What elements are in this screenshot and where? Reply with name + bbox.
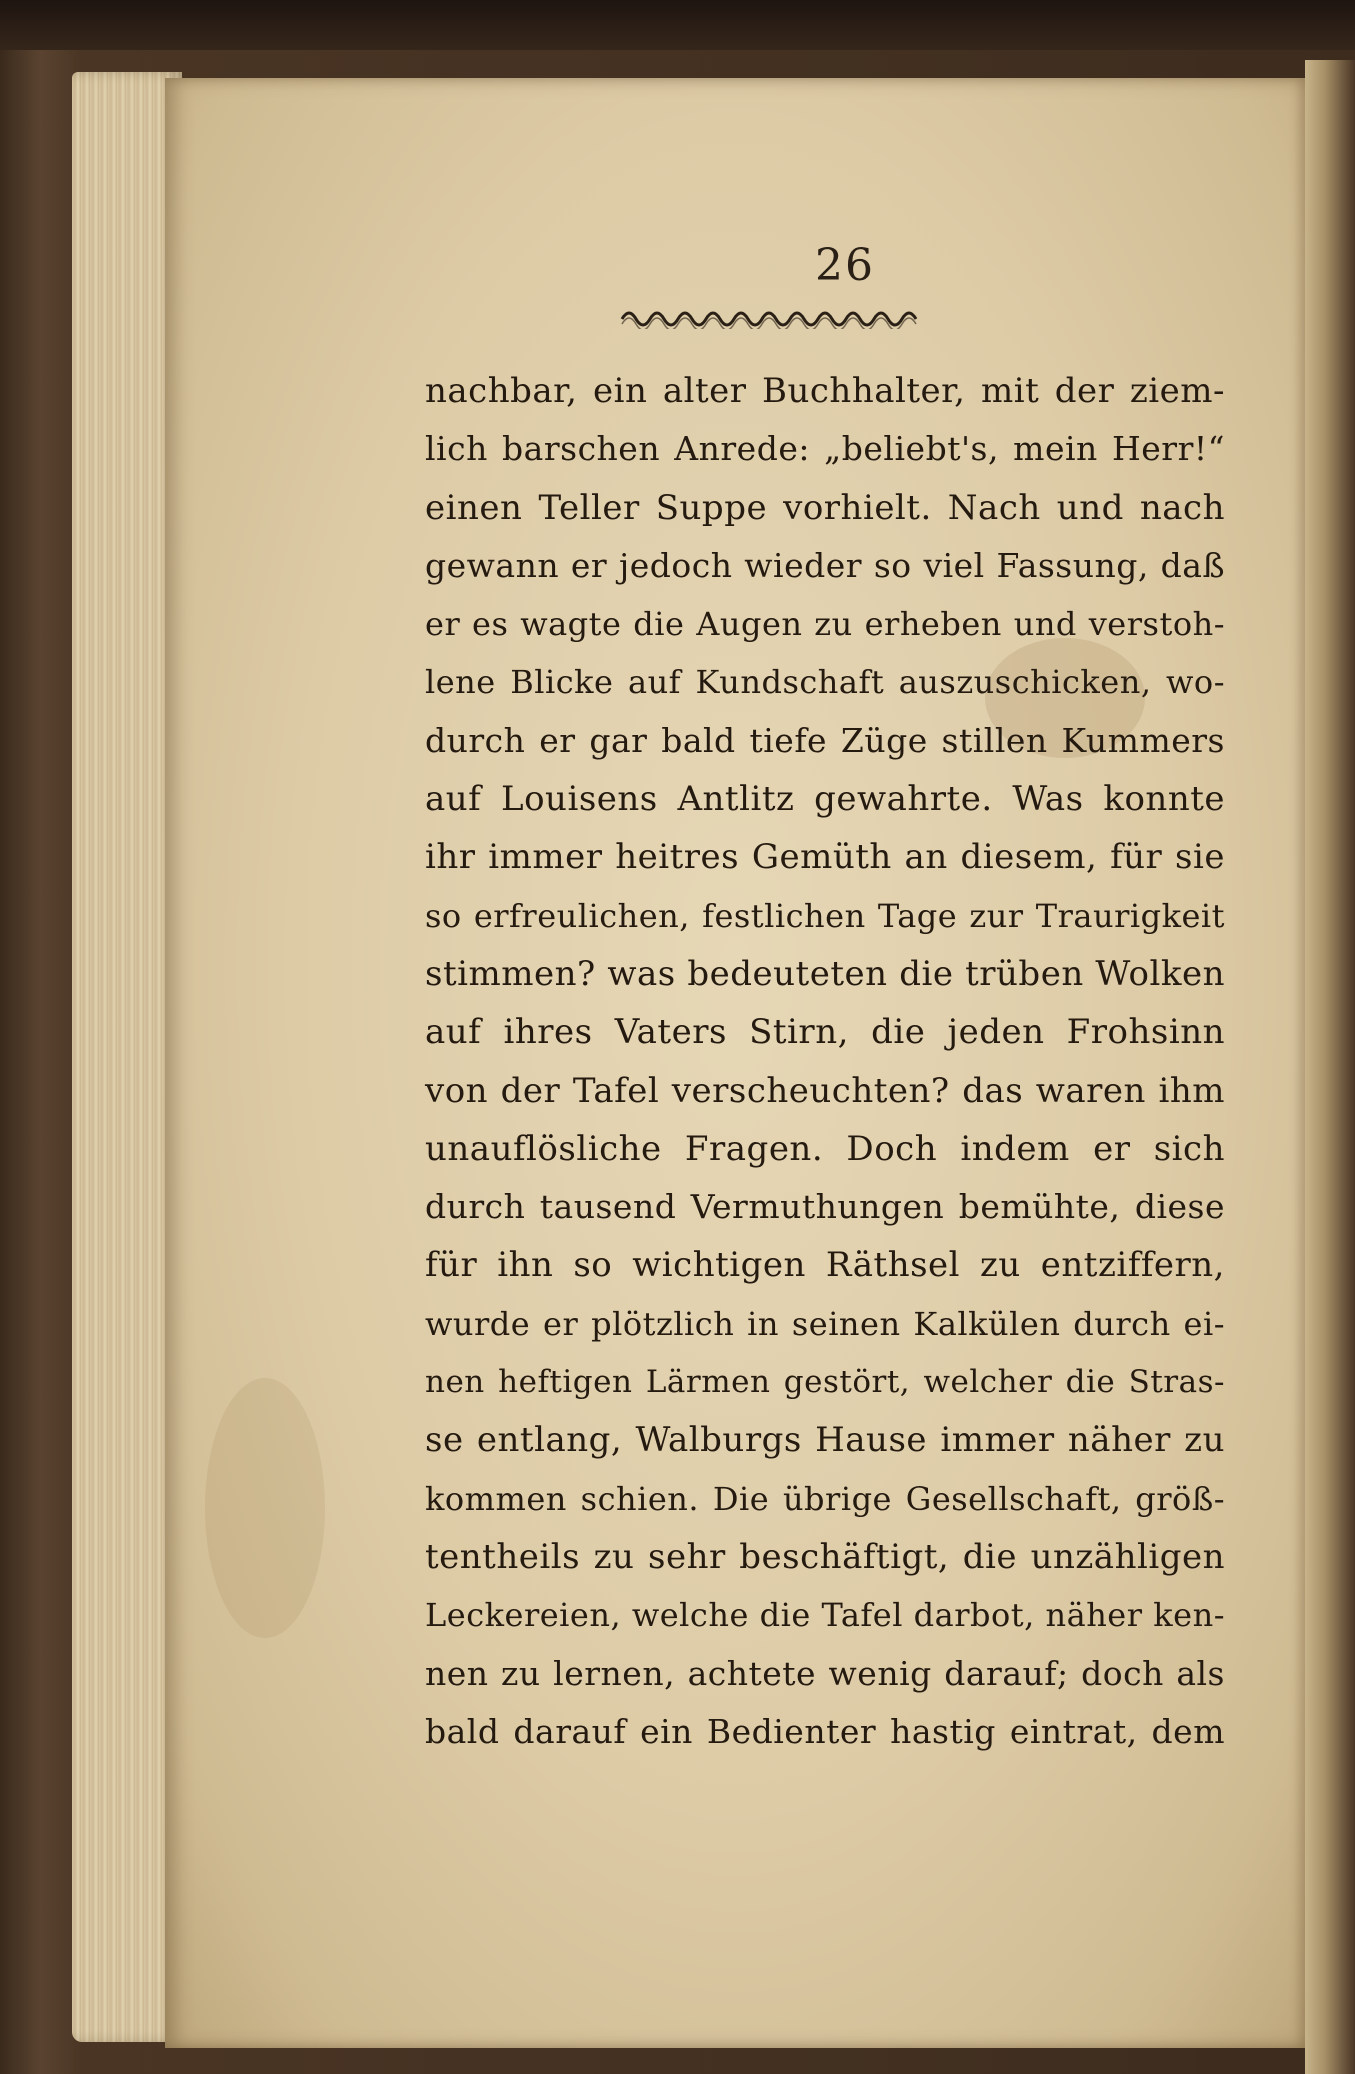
book-right-edge xyxy=(1305,60,1355,2074)
text-line: bald darauf ein Bedienter hastig eintrat, dem xyxy=(425,1711,1225,1751)
text-line: durch er gar bald tiefe Züge stillen Kummers xyxy=(425,720,1225,760)
text-line: unauflösliche Fragen. Doch indem er sich xyxy=(425,1128,1225,1169)
text-line: er es wagte die Augen zu erheben und verstoh- xyxy=(425,605,1225,644)
text-line: kommen schien. Die übrige Gesellschaft, größ- xyxy=(425,1479,1225,1518)
text-line: auf ihres Vaters Stirn, die jeden Frohsinn xyxy=(425,1012,1225,1053)
text-line: nen heftigen Lärmen gestört, welcher die Stras- xyxy=(425,1364,1225,1401)
page-number: 26 xyxy=(815,240,875,291)
text-line: für ihn so wichtigen Räthsel zu entziffern, xyxy=(425,1245,1225,1286)
text-line: einen Teller Suppe vorhielt. Nach und nach xyxy=(425,487,1225,528)
text-line: so erfreulichen, festlichen Tage zur Traurigkeit xyxy=(425,896,1225,935)
wavy-rule-ornament xyxy=(620,305,920,329)
text-line: nen zu lernen, achtete wenig darauf; doch als xyxy=(425,1653,1225,1693)
text-line: durch tausend Vermuthungen bemühte, diese xyxy=(425,1187,1225,1227)
text-line: nachbar, ein alter Buchhalter, mit der ziem- xyxy=(425,371,1225,411)
text-line: von der Tafel verscheuchten? das waren ihm xyxy=(425,1070,1225,1111)
text-line: stimmen? was bedeuteten die trüben Wolken xyxy=(425,953,1225,994)
page-text xyxy=(425,362,1225,1761)
paper-stain xyxy=(205,1378,325,1638)
text-line: lene Blicke auf Kundschaft auszuschicken, wo- xyxy=(425,663,1225,702)
text-line: auf Louisens Antlitz gewahrte. Was konnte xyxy=(425,779,1225,820)
text-line: gewann er jedoch wieder so viel Fassung, daß xyxy=(425,545,1225,585)
text-line: Leckereien, welche die Tafel darbot, näher ken- xyxy=(425,1596,1225,1635)
text-line: lich barschen Anrede: „beliebt's, mein Herr!“ xyxy=(425,429,1225,469)
text-line: tentheils zu sehr beschäftigt, die unzähligen xyxy=(425,1536,1225,1577)
text-line: ihr immer heitres Gemüth an diesem, für sie xyxy=(425,837,1225,878)
text-line: se entlang, Walburgs Hause immer näher zu xyxy=(425,1420,1225,1461)
text-line: wurde er plötzlich in seinen Kalkülen durch ei- xyxy=(425,1304,1225,1343)
